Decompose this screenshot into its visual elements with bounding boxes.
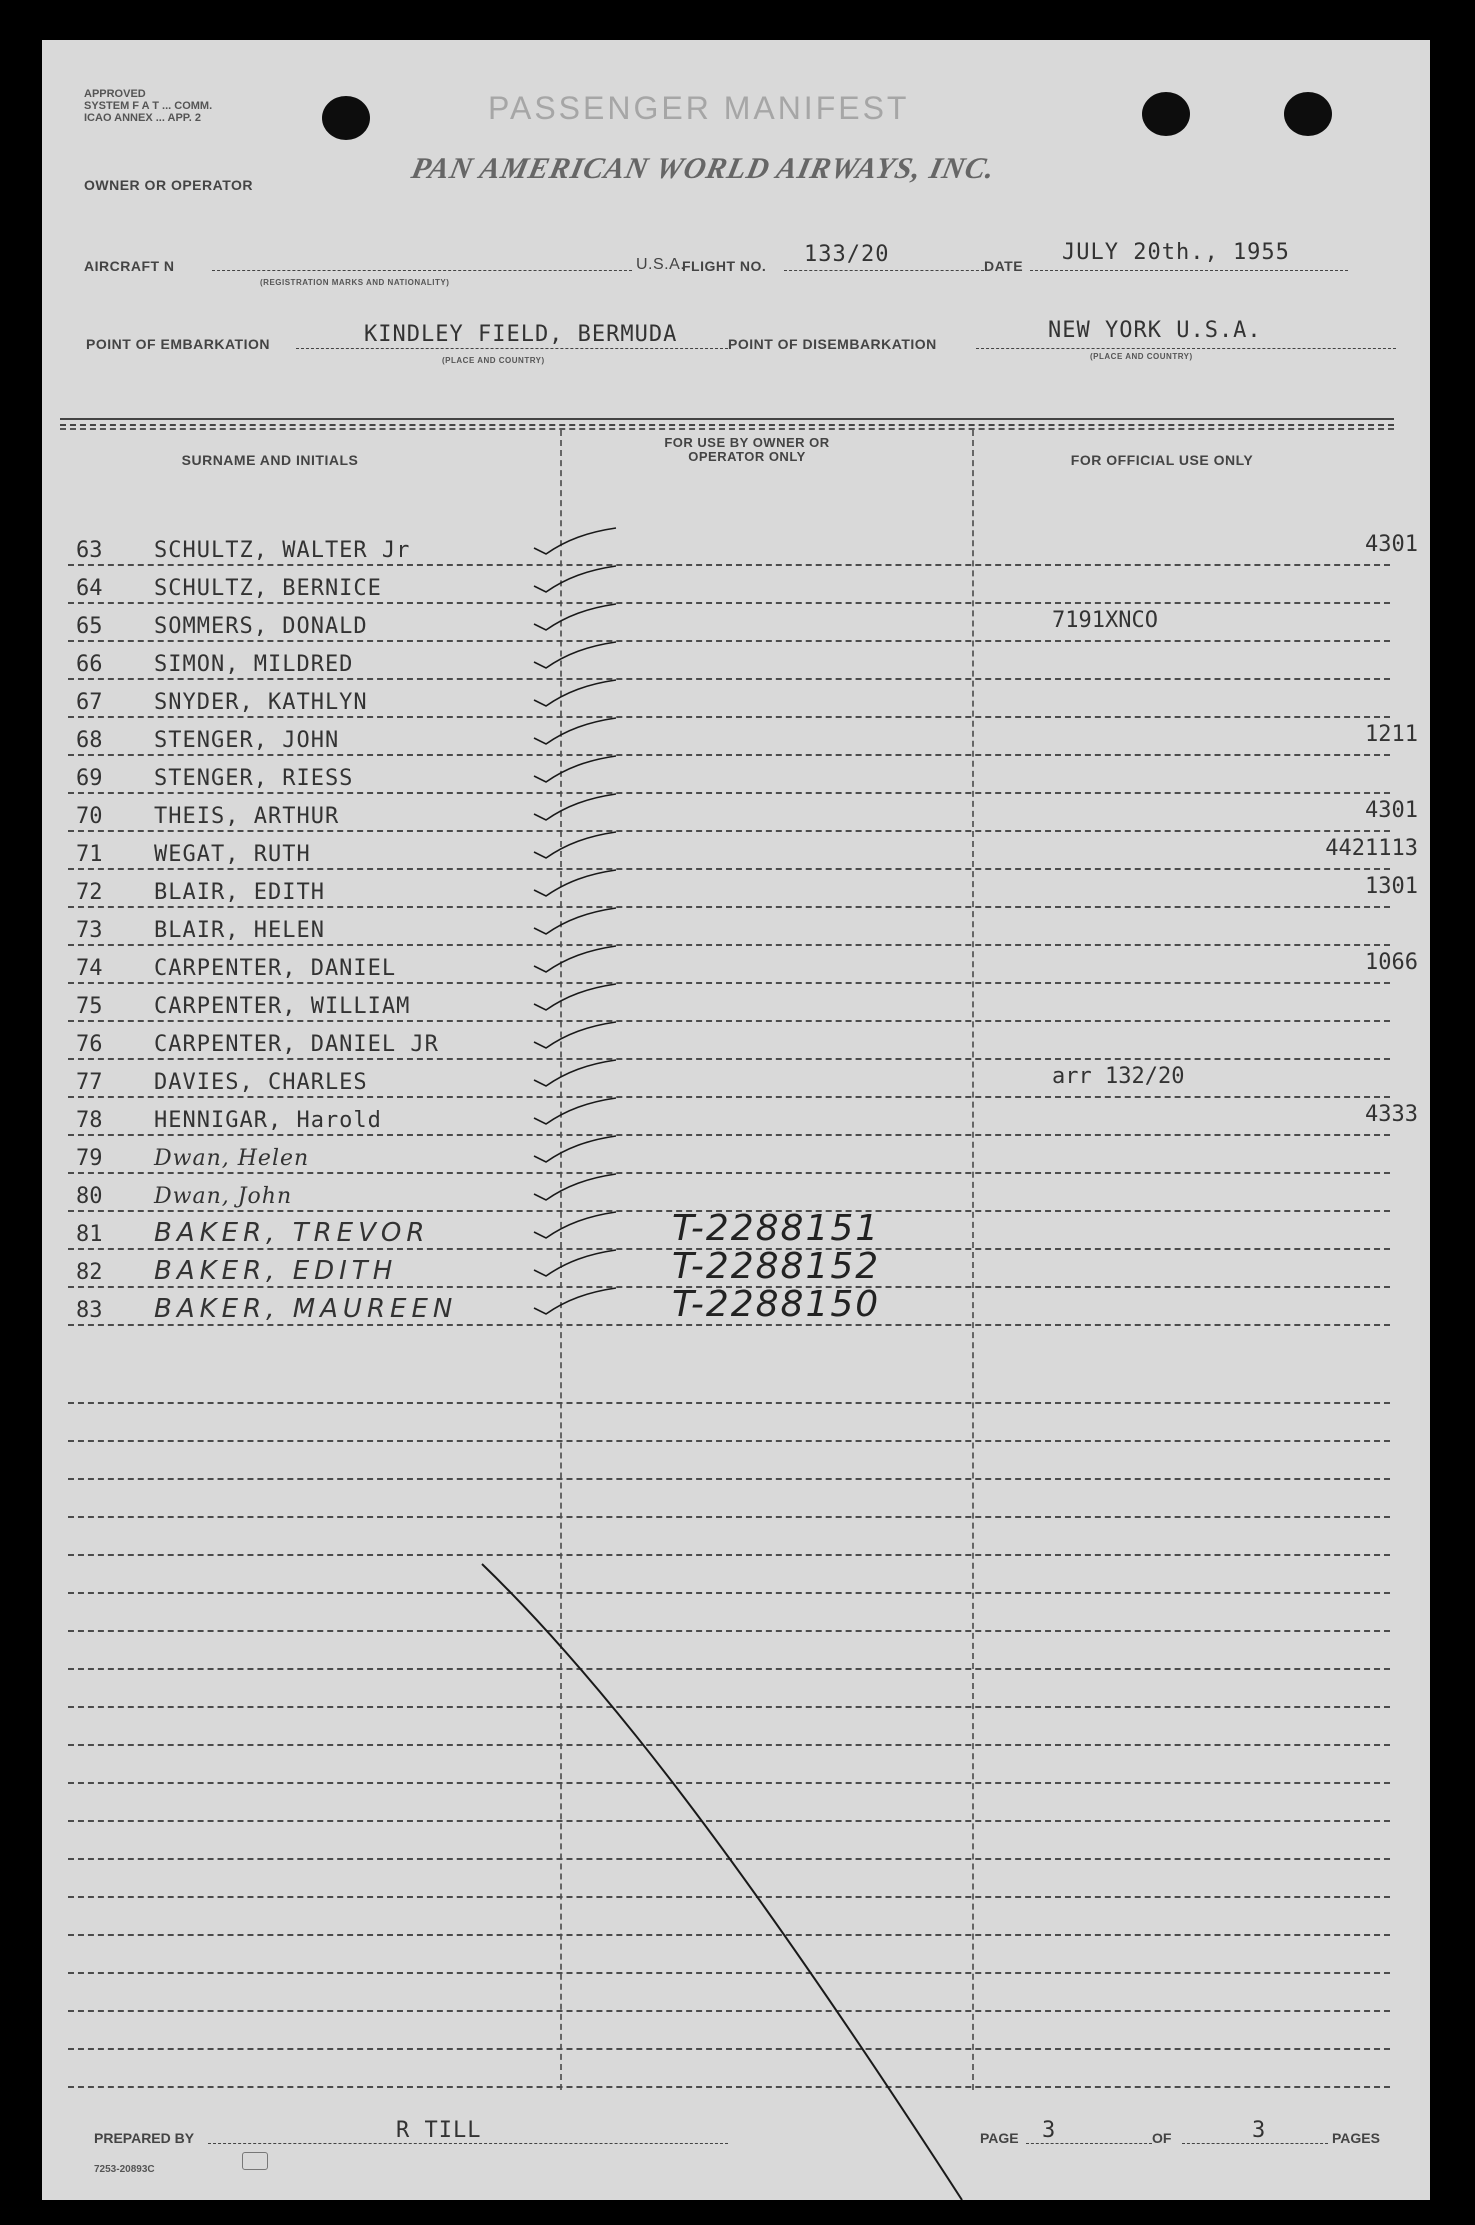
passenger-number: 75 — [76, 994, 103, 1019]
official-code: 4301 — [1365, 532, 1418, 557]
ticket-number: T-2288150 — [672, 1284, 881, 1325]
flight-no-value: 133/20 — [804, 242, 890, 267]
ticket-number: T-2288152 — [672, 1246, 881, 1287]
form-title: PASSENGER MANIFEST — [488, 90, 910, 126]
official-code: 1066 — [1365, 950, 1418, 975]
passenger-name: CARPENTER, WILLIAM — [154, 994, 411, 1019]
page-line — [1026, 2143, 1152, 2144]
page-label: PAGE — [980, 2130, 1019, 2146]
flight-no-label: FLIGHT NO. — [682, 258, 767, 274]
official-use-column-header: FOR OFFICIAL USE ONLY — [1070, 452, 1254, 468]
passenger-number: 83 — [76, 1298, 103, 1323]
passenger-name: WEGAT, RUTH — [154, 842, 311, 867]
pages-value: 3 — [1252, 2118, 1267, 2143]
passenger-name: BLAIR, EDITH — [154, 880, 325, 905]
passenger-number: 69 — [76, 766, 103, 791]
passenger-number: 81 — [76, 1222, 103, 1247]
passenger-number: 66 — [76, 652, 103, 677]
official-code: 1211 — [1365, 722, 1418, 747]
passenger-name: SOMMERS, DONALD — [154, 614, 368, 639]
official-code: 1301 — [1365, 874, 1418, 899]
passenger-number: 67 — [76, 690, 103, 715]
official-code: arr 132/20 — [1052, 1064, 1185, 1089]
approval-stamp: APPROVED SYSTEM F A T ... COMM. ICAO ANNEX ... APP. 2 — [84, 88, 213, 124]
passenger-number: 64 — [76, 576, 103, 601]
disembarkation-label: POINT OF DISEMBARKATION — [728, 336, 937, 352]
passenger-number: 82 — [76, 1260, 103, 1285]
embarkation-label: POINT OF EMBARKATION — [86, 336, 270, 352]
embarkation-value: KINDLEY FIELD, BERMUDA — [364, 322, 678, 347]
union-label-icon — [242, 2152, 268, 2170]
passenger-number: 73 — [76, 918, 103, 943]
official-code: 4301 — [1365, 798, 1418, 823]
passenger-name: SNYDER, KATHLYN — [154, 690, 368, 715]
passenger-number: 72 — [76, 880, 103, 905]
prepared-by-value: R TILL — [396, 2118, 482, 2143]
passenger-name: STENGER, JOHN — [154, 728, 340, 753]
disembarkation-place-hint: (PLACE AND COUNTRY) — [1090, 352, 1193, 361]
registration-hint: (REGISTRATION MARKS AND NATIONALITY) — [260, 278, 450, 287]
owner-operator-label: OWNER OR OPERATOR — [84, 177, 253, 193]
passenger-name: CARPENTER, DANIEL JR — [154, 1032, 439, 1057]
passenger-name: BAKER, MAUREEN — [154, 1294, 458, 1324]
ticket-number: T-2288151 — [672, 1208, 881, 1249]
passenger-name: BAKER, TREVOR — [154, 1218, 430, 1248]
passenger-name: STENGER, RIESS — [154, 766, 354, 791]
date-label: DATE — [984, 258, 1024, 274]
passenger-name: Dwan, John — [154, 1184, 293, 1209]
passenger-name: THEIS, ARTHUR — [154, 804, 340, 829]
pages-label: PAGES — [1332, 2130, 1380, 2146]
passenger-name: DAVIES, CHARLES — [154, 1070, 368, 1095]
passenger-number: 78 — [76, 1108, 103, 1133]
usa-label: U.S.A. — [636, 256, 686, 273]
cancel-stroke — [42, 40, 1430, 2200]
surname-column-header: SURNAME AND INITIALS — [181, 452, 359, 468]
manifest-sheet — [42, 40, 1430, 2200]
date-value: JULY 20th., 1955 — [1062, 240, 1290, 265]
passenger-name: HENNIGAR, Harold — [154, 1108, 382, 1133]
aircraft-label: AIRCRAFT N — [84, 258, 175, 274]
passenger-number: 68 — [76, 728, 103, 753]
passenger-number: 65 — [76, 614, 103, 639]
passenger-number: 63 — [76, 538, 103, 563]
of-label: OF — [1152, 2130, 1172, 2146]
disembarkation-value: NEW YORK U.S.A. — [1048, 318, 1262, 343]
passenger-number: 70 — [76, 804, 103, 829]
owner-use-column-header: FOR USE BY OWNER OR OPERATOR ONLY — [664, 435, 830, 464]
passenger-name: BAKER, EDITH — [154, 1256, 398, 1286]
prepared-by-label: PREPARED BY — [94, 2130, 195, 2146]
page-value: 3 — [1042, 2118, 1057, 2143]
form-code: 7253-20893C — [94, 2164, 155, 2175]
passenger-name: Dwan, Helen — [154, 1146, 310, 1171]
official-code: 7191XNCO — [1052, 608, 1158, 633]
passenger-name: CARPENTER, DANIEL — [154, 956, 397, 981]
embarkation-place-hint: (PLACE AND COUNTRY) — [442, 356, 545, 365]
passenger-name: SCHULTZ, BERNICE — [154, 576, 382, 601]
official-code: 4421113 — [1325, 836, 1418, 861]
passenger-number: 79 — [76, 1146, 103, 1171]
passenger-name: SIMON, MILDRED — [154, 652, 354, 677]
passenger-number: 80 — [76, 1184, 103, 1209]
company-name: PAN AMERICAN WORLD AIRWAYS, INC. — [408, 152, 999, 185]
prepared-by-line — [208, 2143, 728, 2144]
passenger-number: 77 — [76, 1070, 103, 1095]
passenger-number: 74 — [76, 956, 103, 981]
passenger-number: 71 — [76, 842, 103, 867]
of-line — [1182, 2143, 1328, 2144]
passenger-name: SCHULTZ, WALTER Jr — [154, 538, 411, 563]
passenger-name: BLAIR, HELEN — [154, 918, 325, 943]
official-code: 4333 — [1365, 1102, 1418, 1127]
passenger-number: 76 — [76, 1032, 103, 1057]
